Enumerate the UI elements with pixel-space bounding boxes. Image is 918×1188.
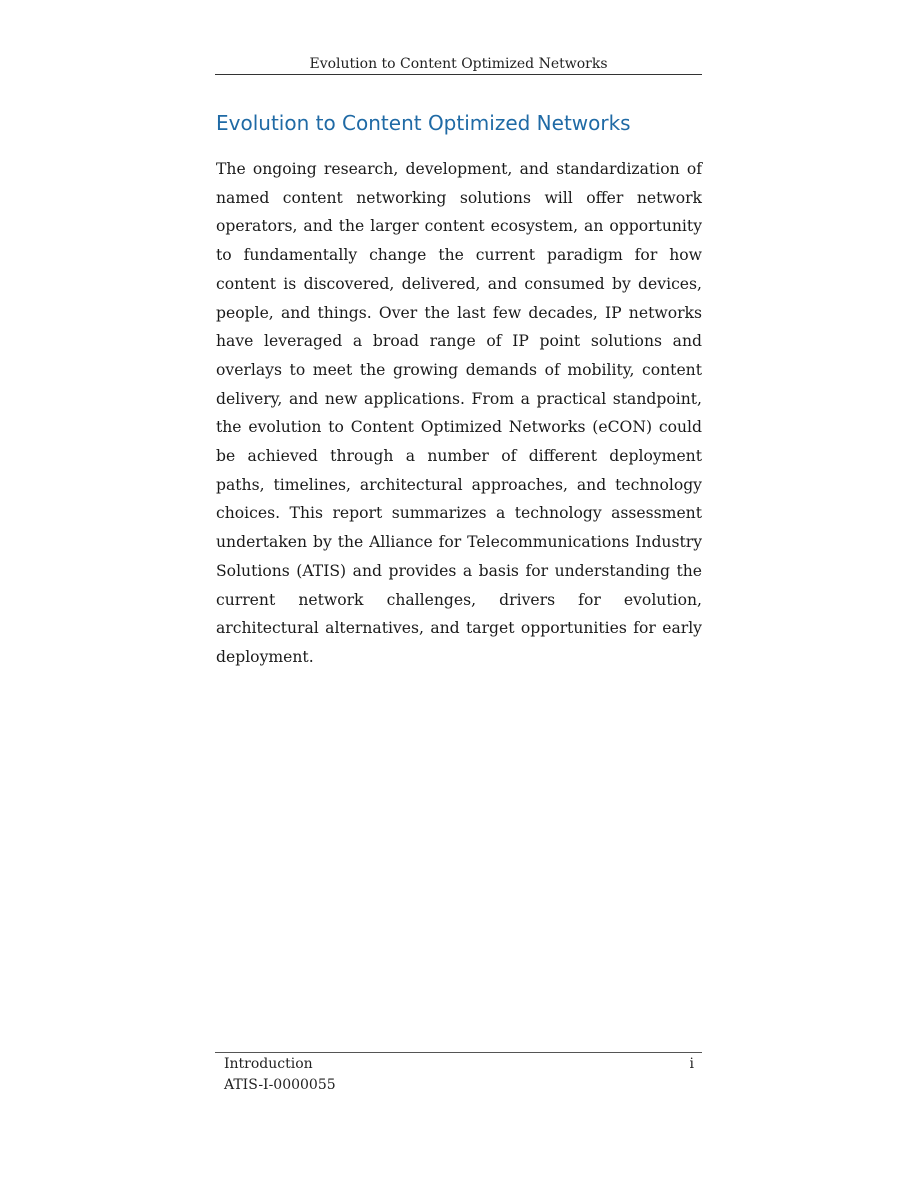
body-paragraph: The ongoing research, development, and standardization of named content networking solutions will offer network operators, and the larger content ecosystem, an opportunity to fundamentally change the current paradigm for how content is discovered, delivered, and consumed by devices, people, and things. Over the last few decades, IP networks have leveraged a broad range of IP point solutions and overlays to meet the growing demands of mobility, content delivery, and new applications. From a practical standpoint, the evolution to Content Optimized Networks (eCON) could be achieved through a number of different deployment paths, timelines, architectural approaches, and technology choices. This report summarizes a technology assessment undertaken by the Alliance for Telecommunications Industry Solutions (ATIS) and provides a basis for understanding the current network challenges, drivers for evolution, architectural alternatives, and target opportunities for early deployment. — [216, 160, 702, 666]
footer-divider — [215, 1052, 702, 1053]
header-divider — [215, 74, 702, 75]
section-title: Evolution to Content Optimized Networks — [216, 111, 631, 135]
footer-info — [224, 1054, 336, 1096]
page-number: i — [689, 1056, 694, 1072]
running-header: Evolution to Content Optimized Networks — [309, 56, 608, 72]
footer-section-name: Introduction — [224, 1056, 313, 1072]
footer-document-id: ATIS-I-0000055 — [224, 1077, 336, 1093]
